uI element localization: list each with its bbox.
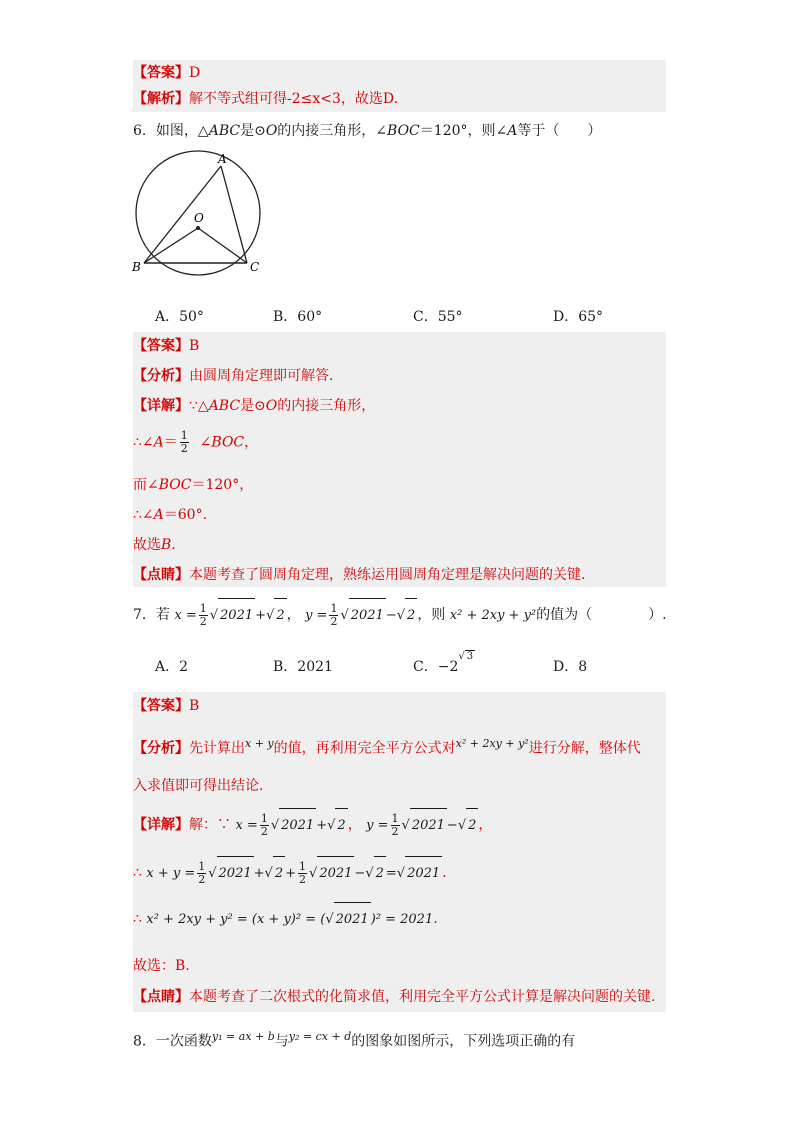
- q6-dianjing-line: 【点睛】本题考查了圆周角定理，熟练运用圆周角定理是解决问题的关键.: [133, 567, 586, 583]
- q6-option-d: D．65°: [553, 309, 604, 325]
- circle-triangle-figure: [128, 150, 268, 280]
- q6-xiangjie-line1: 【详解】∵△ABC是⊙O的内接三角形，: [133, 398, 376, 414]
- label-B: B: [132, 260, 141, 274]
- q6-stem: 6．如图，△ABC是⊙O的内接三角形，∠BOC＝120°，则∠A等于（ ）: [133, 123, 602, 139]
- q6-xiangjie-line2: ∴∠A＝ $\frac{1}{2}$ ∠BOC，: [133, 429, 259, 455]
- q7-fenxi-line1: 【分析】先计算出$^{x + y}$的值，再利用完全平方公式对$^{x^2 + 2xy + y^2}$进行分解，整体代: [133, 737, 641, 757]
- q6-option-c: C．55°: [413, 309, 463, 325]
- q6-option-a: A．50°: [155, 309, 204, 325]
- analysis-tag: 【解析】: [133, 91, 189, 107]
- answer-value: D: [189, 65, 201, 81]
- label-O: O: [194, 211, 204, 225]
- q6-answer-line: 【答案】B: [133, 338, 200, 354]
- q6-fenxi-line: 【分析】由圆周角定理即可解答.: [133, 368, 334, 384]
- q6-xiangjie-line3: 而∠BOC＝120°，: [133, 477, 254, 493]
- label-C: C: [250, 260, 260, 274]
- q7-xiangjie-line2: ∴ x + y = $\frac{1}{2}$ √ 2021 +√ 2 + $\frac{1}{2}$ √ 2021 −√ 2 =√ 2021 .: [133, 856, 447, 890]
- q7-option-d: D．8: [553, 659, 588, 675]
- q7-fenxi-line2: 入求值即可得出结论.: [133, 778, 264, 794]
- q7-xiangjie-line4: 故选：B.: [133, 958, 190, 974]
- q7-option-b: B．2021: [273, 659, 333, 675]
- q7-xiangjie-line3: ∴ x² + 2xy + y² = (x + y)² = (√ 2021 )² = 2021.: [133, 902, 438, 936]
- center-point: [196, 226, 200, 230]
- q8-stem: 8．一次函数$^{y_1 = ax + b}$与$^{y_2 = cx + d}$的图象如图所示，下列选项正确的有: [133, 1030, 576, 1050]
- side-AB: [144, 166, 221, 263]
- analysis-text: 解不等式组可得-2≤x<3，故选D.: [189, 91, 399, 107]
- q7-dianjing-line: 【点睛】本题考查了二次根式的化简求值，利用完全平方公式计算是解决问题的关键.: [133, 989, 656, 1005]
- radius-OB: [144, 228, 198, 263]
- q5-analysis-line: [133, 89, 398, 109]
- q7-option-c: C．$-2^{√ 3}$: [413, 651, 474, 675]
- q7-answer-line: 【答案】B: [133, 698, 200, 714]
- q7-option-a: A．2: [155, 659, 189, 675]
- fraction-half: $\frac{1}{2}$: [180, 429, 188, 455]
- q7-xiangjie-line1: 【详解】解：∵ x = $\frac{1}{2}$ √ 2021 +√ 2 ， y = $\frac{1}{2}$ √ 2021 −√ 2 ，: [133, 808, 492, 842]
- label-A: A: [218, 152, 227, 166]
- q7-stem: 7．若 x = $\frac{1}{2}$ √ 2021 +√ 2 ， y = $\frac{1}{2}$ √ 2021 −√ 2 ，则 x² + 2xy + y²的值为（ ）.: [133, 598, 667, 632]
- side-AC: [221, 166, 247, 263]
- answer-tag: 【答案】: [133, 65, 189, 81]
- q6-option-b: B．60°: [273, 309, 323, 325]
- q5-answer-line: [133, 63, 200, 83]
- q6-xiangjie-line4: ∴∠A＝60°.: [133, 507, 208, 523]
- q6-xiangjie-line5: 故选B.: [133, 537, 176, 553]
